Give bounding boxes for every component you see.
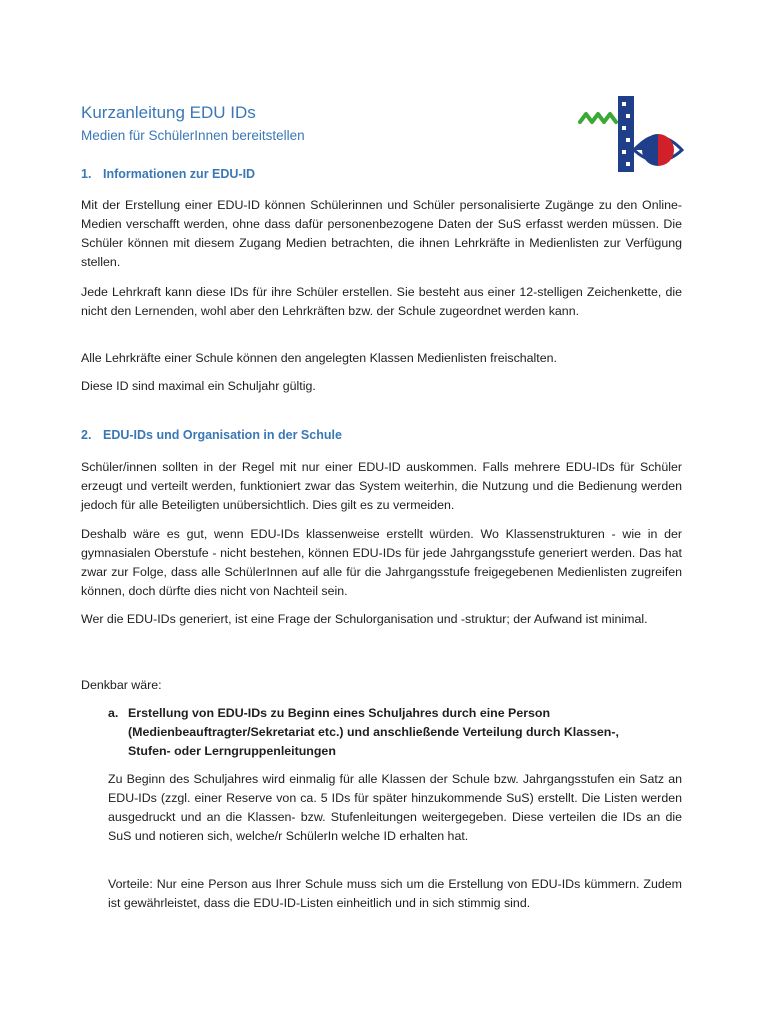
paragraph: Mit der Erstellung einer EDU-ID können Schülerinnen und Schüler personalisierte Zugänge zu den Online-Medien verschafft werden, ohne dass dafür personenbezogene Daten der SuS erfasst werden müssen. Die Schüler können mit diesem Zugang Medien betrachten, die ihnen Lehrkräfte in Medienlisten zur Verfügung stellen. bbox=[81, 198, 682, 269]
paragraph: Jede Lehrkraft kann diese IDs für ihre Schüler erstellen. Sie besteht aus einer 12-stelligen Zeichenkette, die nicht den Lernenden, wohl aber den Lehrkräften bzw. der Schule zugeordnet werden kann. bbox=[81, 285, 682, 318]
paragraph: Deshalb wäre es gut, wenn EDU-IDs klassenweise erstellt würden. Wo Klassenstrukturen - wie in der gymnasialen Oberstufe - nicht bestehen, können EDU-IDs für jede Jahrgangsstufe generiert werden. Das hat zwar zur Folge, dass alle SchülerInnen auf alle für die Jahrgangsstufe freigegebenen Medienlisten zugreifen können, doch dürfte dies nicht von Nachteil sein. bbox=[81, 527, 682, 598]
paragraph: Diese ID sind maximal ein Schuljahr gültig. bbox=[81, 379, 316, 393]
option-a-line-2: (Medienbeauftragter/Sekretariat etc.) und anschließende Verteilung durch Klassen-, bbox=[128, 725, 619, 739]
option-a-heading bbox=[108, 704, 682, 761]
list-marker: a. bbox=[108, 706, 119, 720]
section-1-heading bbox=[81, 167, 255, 181]
section-2-heading bbox=[81, 428, 342, 442]
section-number: 2. bbox=[81, 428, 92, 442]
option-a-line-1: Erstellung von EDU-IDs zu Beginn eines Schuljahres durch eine Person bbox=[128, 706, 551, 720]
section-number: 1. bbox=[81, 167, 92, 181]
document-subtitle: Medien für SchülerInnen bereitstellen bbox=[81, 128, 305, 143]
medienzentrum-logo bbox=[578, 96, 684, 172]
paragraph: Alle Lehrkräfte einer Schule können den angelegten Klassen Medienlisten freischalten. bbox=[81, 351, 557, 365]
paragraph: Schüler/innen sollten in der Regel mit nur einer EDU-ID auskommen. Falls mehrere EDU-IDs für Schüler erzeugt und verteilt werden, funktioniert zwar das System weiterhin, die Nutzung und die Bedienung werden jedoch für alle Beteiligten unübersichtlich. Dies gilt es zu vermeiden. bbox=[81, 460, 682, 512]
paragraph: Vorteile: Nur eine Person aus Ihrer Schule muss sich um die Erstellung von EDU-IDs kümmern. Zudem ist gewährleistet, dass die EDU-ID-Listen einheitlich und in sich stimmig sind. bbox=[108, 877, 682, 910]
section-title: Informationen zur EDU-ID bbox=[103, 167, 256, 181]
option-a-line-3: Stufen- oder Lerngruppenleitungen bbox=[128, 744, 336, 758]
paragraph: Wer die EDU-IDs generiert, ist eine Frage der Schulorganisation und -struktur; der Aufwand ist minimal. bbox=[81, 612, 648, 626]
section-title: EDU-IDs und Organisation in der Schule bbox=[103, 428, 342, 442]
paragraph: Denkbar wäre: bbox=[81, 678, 162, 692]
document-title: Kurzanleitung EDU IDs bbox=[81, 103, 256, 122]
paragraph: Zu Beginn des Schuljahres wird einmalig für alle Klassen der Schule bzw. Jahrgangsstufen ein Satz an EDU-IDs (zzgl. einer Reserve von ca. 5 IDs für später hinzukommende SuS) erstellt. Die Listen werden ausgedruckt und an die Klassen- bzw. Stufenleitungen weitergegeben. Diese verteilen die IDs an die SuS und notieren sich, welche/r SchülerIn welche ID erhalten hat. bbox=[108, 772, 682, 843]
